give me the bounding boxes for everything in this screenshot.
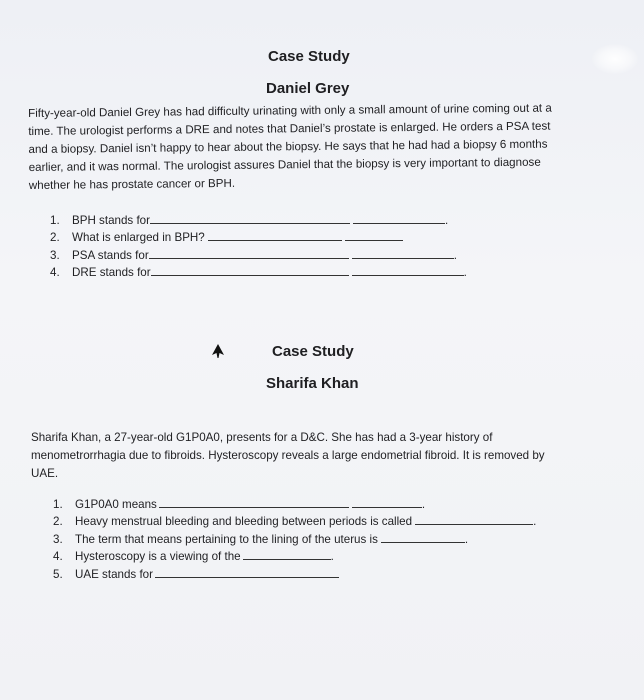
question-text: DRE stands for — [72, 266, 151, 279]
question-item — [53, 528, 573, 546]
question-number: 4. — [50, 266, 60, 279]
question-number: 1. — [53, 497, 63, 511]
case1-heading: Case Study — [268, 48, 350, 65]
question-text: Hysteroscopy is a viewing of the — [75, 550, 241, 563]
answer-blank[interactable] — [208, 240, 342, 241]
question-item — [53, 493, 573, 511]
question-text: PSA stands for — [72, 248, 149, 262]
answer-blank[interactable] — [415, 524, 533, 525]
question-item — [50, 262, 490, 280]
case1-paragraph-line: time. The urologist performs a DRE and notes that Daniel’s prostate is enlarged. He orders a PSA test — [28, 119, 551, 138]
answer-blank[interactable] — [345, 240, 403, 241]
question-text: Heavy menstrual bleeding and bleeding between periods is called — [75, 515, 413, 528]
question-number: 2. — [53, 515, 63, 528]
answer-blank[interactable] — [149, 258, 349, 259]
answer-blank[interactable] — [352, 258, 454, 259]
case2-paragraph-line: Sharifa Khan, a 27-year-old G1P0A0, presents for a D&C. She has had a 3-year history of — [31, 431, 493, 444]
question-end-mark: . — [453, 248, 457, 262]
answer-blank[interactable] — [352, 275, 464, 276]
question-item — [53, 546, 573, 564]
question-number: 5. — [53, 567, 63, 581]
case2-question-list — [53, 493, 573, 581]
question-end-mark: . — [464, 532, 469, 546]
answer-blank[interactable] — [155, 577, 339, 578]
light-glare — [592, 44, 638, 74]
case2-paragraph — [31, 429, 591, 483]
question-item — [53, 511, 573, 529]
question-item — [50, 209, 490, 227]
question-number: 1. — [50, 213, 60, 227]
case2-paragraph-line: menometrorrhagia due to fibroids. Hysteroscopy reveals a large endometrial fibroid. It is removed by — [31, 449, 545, 462]
question-item — [50, 227, 490, 245]
answer-blank[interactable] — [151, 275, 349, 276]
case1-paragraph-line: and a biopsy. Daniel isn’t happy to hear about the biopsy. He says that he had had a biopsy 6 months — [28, 137, 548, 156]
case2-paragraph-line: UAE. — [31, 467, 59, 480]
answer-blank[interactable] — [381, 542, 465, 543]
answer-blank[interactable] — [353, 223, 445, 224]
question-number: 2. — [50, 231, 60, 244]
case1-paragraph-line: earlier, and it was normal. The urologist assures Daniel that the biopsy is very important to diagnose — [28, 155, 541, 174]
question-text: UAE stands for — [75, 567, 153, 581]
question-item — [53, 563, 573, 581]
question-end-mark: . — [421, 497, 426, 511]
question-text: BPH stands for — [72, 213, 150, 227]
question-end-mark: . — [444, 213, 449, 227]
answer-blank[interactable] — [352, 507, 422, 508]
case2-patient-name: Sharifa Khan — [266, 375, 359, 392]
question-number: 3. — [50, 248, 60, 262]
case1-patient-name: Daniel Grey — [266, 80, 350, 97]
case2-heading: Case Study — [272, 343, 354, 360]
case1-paragraph-line: whether he has prostate cancer or BPH. — [28, 176, 236, 192]
question-number: 3. — [53, 532, 63, 546]
question-end-mark: . — [533, 515, 537, 528]
answer-blank[interactable] — [150, 223, 350, 224]
question-item — [50, 244, 490, 262]
question-end-mark: . — [330, 550, 334, 563]
answer-blank[interactable] — [243, 559, 331, 560]
question-text: G1P0A0 means — [75, 497, 157, 511]
question-text: What is enlarged in BPH? — [72, 231, 205, 244]
question-text: The term that means pertaining to the lining of the uterus is — [75, 532, 378, 546]
question-end-mark: . — [463, 266, 467, 279]
case1-question-list — [50, 209, 490, 279]
question-number: 4. — [53, 550, 63, 563]
case1-paragraph — [28, 99, 609, 195]
case1-paragraph-line: Fifty-year-old Daniel Grey has had difficulty urinating with only a small amount of urine coming out at a — [28, 101, 552, 120]
answer-blank[interactable] — [159, 507, 349, 508]
mouse-pointer-icon — [211, 343, 225, 359]
